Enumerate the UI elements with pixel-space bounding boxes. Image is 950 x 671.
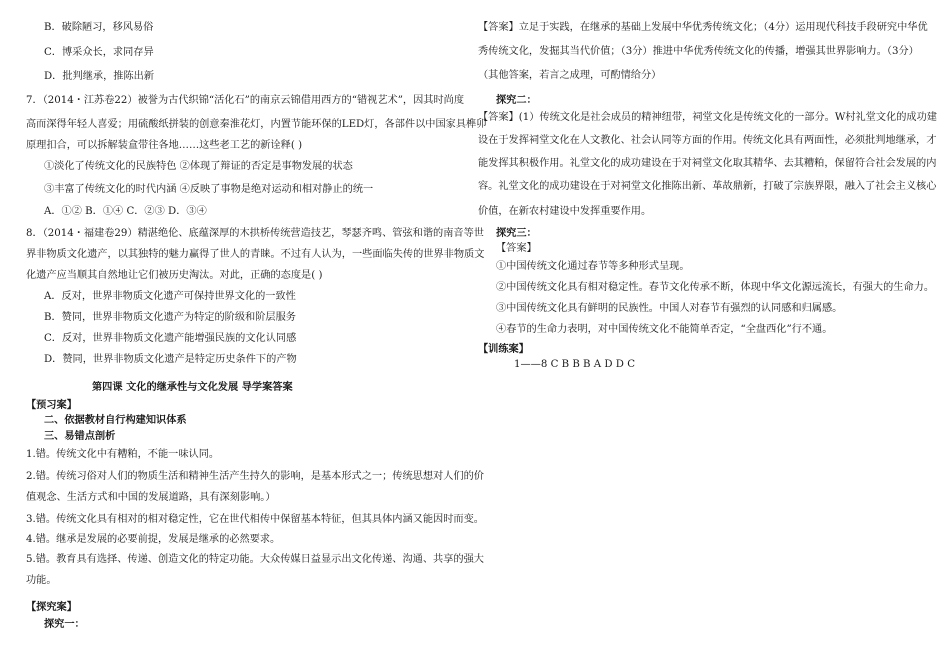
q8-line: 界非物质文化遗产，以其独特的魅力赢得了世人的青睐。不过有人认为，一些面临失传的世界非物质文 — [26, 249, 485, 260]
q8-option: D．赞同，世界非物质文化遗产是特定历史条件下的产物 — [44, 354, 297, 365]
answer-2-line: 价值，在新农村建设中发挥重要作用。 — [478, 206, 652, 217]
q8-option: C．反对，世界非物质文化遗产能增强民族的文化认同感 — [44, 333, 297, 344]
explore-3-title: 探究三： — [496, 227, 537, 239]
answer-3-item: ①中国传统文化通过春节等多种形式呈现。 — [496, 261, 690, 272]
error-item: 2.错。传统习俗对人们的物质生活和精神生活产生持久的影响，是基本形式之一；传统思想对人们的价 — [26, 471, 484, 482]
q7-line: 7．（2014・江苏卷22）被誉为古代织锦“活化石”的南京云锦借用西方的“错视艺术”，因其时尚度 — [26, 95, 465, 106]
answer-1-line: 秀传统文化，发掘其当代价值；（3分）推进中华优秀传统文化的传播，增强其世界影响力。（3分） — [478, 46, 919, 57]
error-item: 1.错。传统文化中有糟粕，不能一味认同。 — [26, 449, 220, 460]
q8-option: B．赞同，世界非物质文化遗产为特定的阶级和阶层服务 — [44, 312, 296, 323]
q7-option: ①淡化了传统文化的民族特色 ②体现了辩证的否定是事物发展的状态 — [44, 161, 353, 172]
error-item: 功能。 — [26, 575, 57, 586]
answer-3-item: ④春节的生命力表明，对中国传统文化不能简单否定，“全盘西化”行不通。 — [496, 324, 833, 335]
q7-option: ③丰富了传统文化的时代内涵 ④反映了事物是绝对运动和相对静止的统一 — [44, 184, 374, 195]
section-3-title: 三、易错点剖析 — [44, 430, 116, 442]
q8-line: 8．（2014・福建卷29）精湛绝伦、底蕴深厚的木拱桥传统营造技艺，琴瑟齐鸣、管弦和谐的南音等世 — [26, 228, 484, 239]
option-b: B．破除陋习，移风易俗 — [44, 22, 154, 33]
training-answers: 1——8 C B B B A D D C — [514, 359, 635, 370]
answer-3-label: 【答案】 — [496, 243, 537, 254]
option-c: C．博采众长，求同存异 — [44, 47, 154, 58]
error-item: 5.错。教育具有选择、传递、创造文化的特定功能。大众传媒日益显示出文化传递、沟通、共享的强大 — [26, 554, 484, 565]
answer-1-line: （其他答案，若言之成理，可酌情给分） — [478, 70, 662, 81]
section-2-title: 二、依据教材自行构建知识体系 — [44, 414, 187, 426]
q8-line: 化遗产应当顺其自然地让它们被历史淘汰。对此，正确的态度是( ) — [26, 270, 323, 281]
option-d: D．批判继承，推陈出新 — [44, 71, 155, 82]
training-header: 【训练案】 — [478, 343, 529, 355]
q7-line: 原理扣合，可以拆解装盒带往各地……这些老工艺的新诠释( ) — [26, 140, 303, 151]
answer-3-item: ③中国传统文化具有鲜明的民族性。中国人对春节有强烈的认同感和归属感。 — [496, 303, 843, 314]
error-item: 值观念、生活方式和中国的发展道路，具有深刻影响。） — [26, 492, 276, 503]
answer-2-line: 【答案】(1）传统文化是社会成员的精神纽带，祠堂文化是传统文化的一部分。W村礼堂文化的成功建 — [478, 112, 937, 123]
answer-2-line: 设在于发挥祠堂文化在人文教化、社会认同等方面的作用。传统文化具有两面性，必须批判地继承，才 — [478, 135, 937, 146]
explore-header: 【探究案】 — [26, 601, 77, 613]
preview-header: 【预习案】 — [26, 399, 77, 411]
error-item: 4.错。继承是发展的必要前提，发展是继承的必然要求。 — [26, 534, 281, 545]
q7-line: 高而深得年轻人喜爱；用硫酸纸拼装的创意秦淮花灯，内置节能环保的LED灯，各部件以中国家具榫卯 — [26, 119, 487, 130]
answer-3-item: ②中国传统文化具有相对稳定性。春节文化传承不断，体现中华文化源远流长，有强大的生命力。 — [496, 282, 935, 293]
explore-2-title: 探究二： — [496, 94, 537, 106]
lesson-title: 第四课 文化的继承性与文化发展 导学案答案 — [92, 381, 293, 393]
answer-2-line: 能发挥其积极作用。礼堂文化的成功建设在于对祠堂文化取其精华、去其糟粕，保留符合社会发展的内 — [478, 158, 937, 169]
q8-option: A．反对，世界非物质文化遗产可保持世界文化的一致性 — [44, 291, 296, 302]
q7-answers: A．①② B．①④ C．②③ D．③④ — [44, 206, 207, 217]
explore-1-title: 探究一： — [44, 618, 85, 630]
error-item: 3.错。传统文化具有相对的相对稳定性，它在世代相传中保留基本特征，但其具体内涵又能因时而变。 — [26, 514, 484, 525]
answer-1-line: 【答案】立足于实践，在继承的基础上发展中华优秀传统文化；（4分）运用现代科技手段研究中华优 — [478, 22, 928, 33]
answer-2-line: 容。礼堂文化的成功建设在于对祠堂文化推陈出新、革故鼎新，打破了宗族界限，融入了社会主义核心 — [478, 181, 937, 192]
